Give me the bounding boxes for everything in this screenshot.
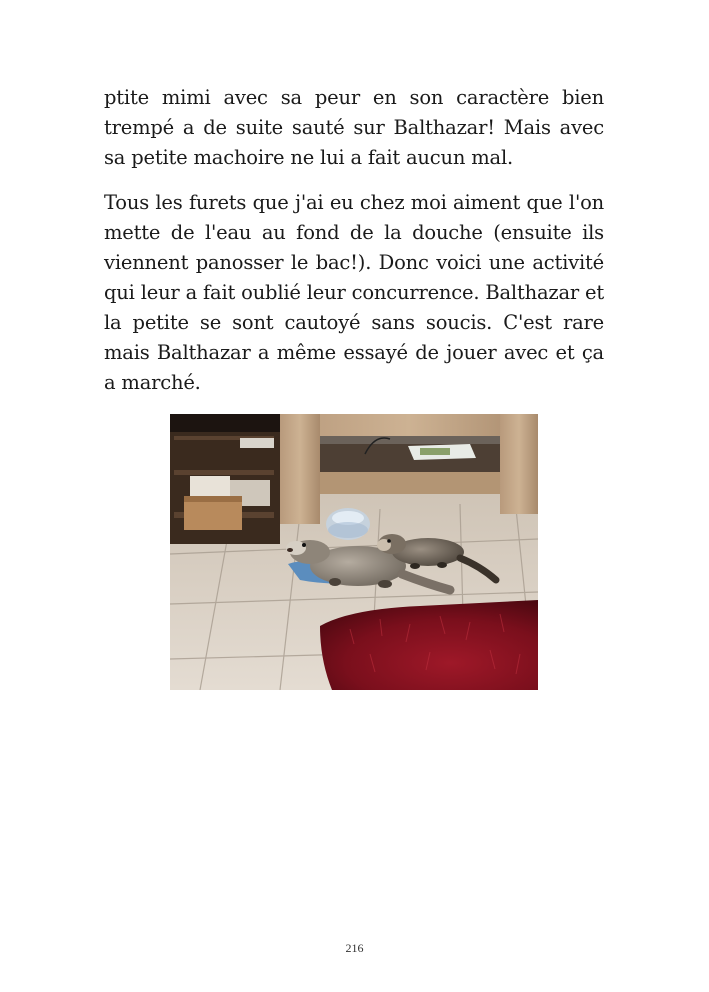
body-paragraph-1: ptite mimi avec sa peur en son caractère bien trempé a de suite sauté sur Balthazar! Mais avec sa petite machoire ne lui a fait aucun mal. — [104, 86, 604, 169]
page-number: 216 — [345, 941, 364, 955]
body-paragraph-2: Tous les furets que j'ai eu chez moi aiment que l'on mette de l'eau au fond de la douche (ensuite ils viennent panosser le bac!). Donc voici une activité qui leur a fait oublié leur concurrence. Balthazar et la petite se sont cautoyé sans soucis. C'est rare mais Balthazar a même essayé de jouer avec et ça a marché. — [104, 191, 604, 394]
ferrets-photo — [170, 414, 538, 690]
